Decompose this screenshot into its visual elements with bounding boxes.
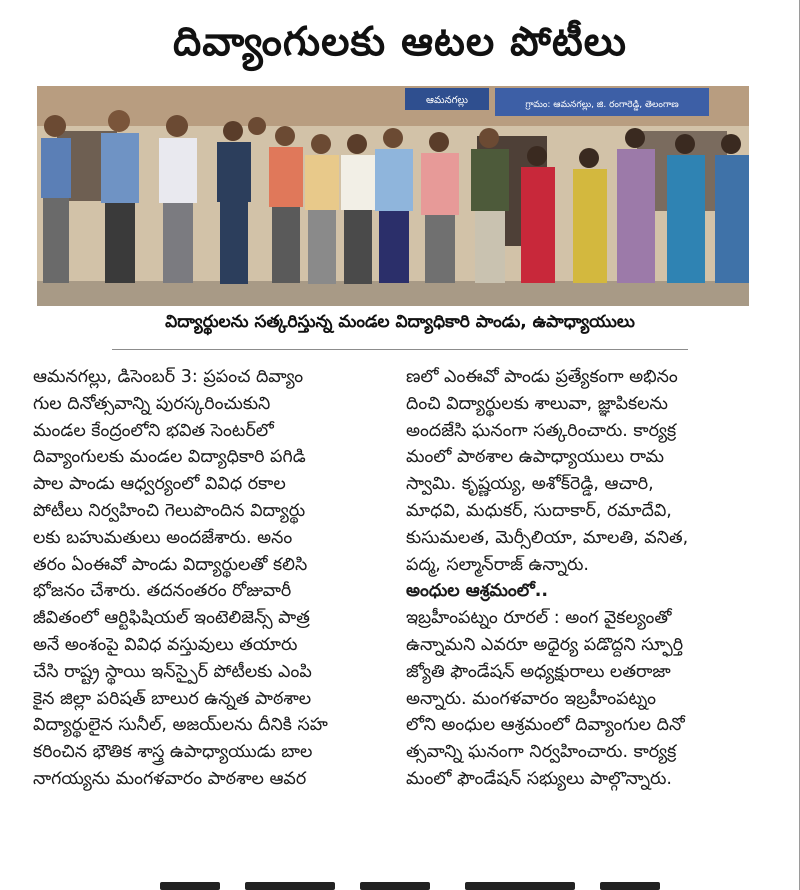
text-line: మంలో పాఠశాల ఉపాధ్యాయులు రామ: [406, 447, 664, 468]
text-line: ఉన్నామని ఎవరూ అధైర్య పడొద్దని స్ఫూర్తి: [406, 634, 684, 655]
text-line: కరించిన భౌతిక శాస్త్ర ఉపాధ్యాయుడు బాల: [33, 742, 313, 763]
text-line: ణలో ఎంఈవో పాండు ప్రత్యేకంగా అభినం: [406, 367, 678, 387]
article-column-left: [33, 364, 388, 793]
text-line: భోజనం చేశారు. తదనంతరం రోజువారీ: [33, 581, 292, 602]
text-line: పాల పాండు ఆధ్వర్యంలో వివిధ రకాల: [33, 474, 286, 495]
text-line: మాధవి, మధుకర్, సుదాకార్, రమాదేవి,: [406, 500, 672, 521]
svg-text:ఆమనగల్లు: ఆమనగల్లు: [426, 95, 468, 106]
news-photo: [37, 86, 749, 306]
text-line: జ్యోతి ఫౌండేషన్ అధ్యక్షురాలు లతరాజా: [406, 661, 671, 682]
text-line: పద్మ, సల్మాన్‌రాజ్ ఉన్నారు.: [406, 554, 589, 575]
photo-banner-left: [405, 88, 489, 110]
text-line: దించి విద్యార్థులకు శాలువా, జ్ఞాపికలను: [406, 393, 668, 414]
headline: దివ్యాంగులకు ఆటల పోటీలు: [173, 19, 627, 65]
text-line: లోని అంధుల ఆశ్రమంలో దివ్యాంగుల దినో: [406, 715, 685, 736]
text-line: మండల కేంద్రంలోని భవిత సెంటర్‌లో: [33, 420, 274, 441]
text-line: తరం ఏంఈవో పాండు విద్యార్థులతో కలిసి: [33, 554, 308, 575]
text-line: జీవితంలో ఆర్టిఫిషియల్ ఇంటెలిజెన్స్ పాత్ర: [33, 608, 310, 629]
text-line: లకు బహుమతులు అందజేశారు. అనం: [33, 527, 293, 548]
text-line: అందజేసి ఘనంగా సత్కరించారు. కార్యక్ర: [406, 420, 677, 441]
subheading: అంధుల ఆశ్రమంలో..: [406, 581, 549, 602]
article-column-right: [406, 364, 761, 793]
text-line: పోటీలు నిర్వహించి గెలుపొందిన విద్యార్థు: [33, 500, 306, 521]
text-line: గుల దినోత్సవాన్ని పురస్కరించుకుని: [33, 393, 271, 414]
text-line: అన్నారు. మంగళవారం ఇబ్రహీంపట్నం: [406, 688, 656, 709]
text-line: త్సవాన్ని ఘనంగా నిర్వహించారు. కార్యక్ర: [406, 742, 677, 763]
text-line: స్వామి. కృష్ణయ్య, అశోక్‌రెడ్డి, ఆచారి,: [406, 474, 654, 495]
text-line: విద్యార్థులైన సునీల్, అజయ్‌లను దీనికి సహ: [33, 715, 328, 736]
svg-text:గ్రామం: ఆమనగల్లు, జి. రంగారెడ్: గ్రామం: ఆమనగల్లు, జి. రంగారెడ్డి, తెలంగాణ: [525, 100, 679, 110]
text-line: చేసి రాష్ట్ర స్థాయి ఇన్‌స్పైర్ పోటీలకు ఎంపి: [33, 661, 312, 682]
text-line: ఆమనగల్లు, డిసెంబర్ 3: ప్రపంచ దివ్యాం: [33, 367, 304, 387]
text-line: దివ్యాంగులకు మండల విద్యాధికారి పగిడి: [33, 447, 306, 468]
group-photo-illustration: [37, 86, 749, 306]
text-line: కుసుమలత, మెర్సీలియా, మాలతి, వనిత,: [406, 527, 689, 548]
divider: [112, 349, 688, 350]
text-line: మంలో ఫౌండేషన్ సభ్యులు పాల్గొన్నారు.: [406, 768, 672, 789]
text-line: కైన జిల్లా పరిషత్ బాలుర ఉన్నత పాఠశాల: [33, 688, 312, 709]
photo-banner-right: [495, 88, 709, 116]
photo-caption: విద్యార్థులను సత్కరిస్తున్న మండల విద్యాధికారి పాండు, ఉపాధ్యాయులు: [165, 312, 635, 332]
text-line: ఇబ్రహీంపట్నం రూరల్ : అంగ వైకల్యంతో: [406, 608, 672, 629]
cut-off-next-headline: [120, 874, 680, 890]
text-line: నాగయ్యను మంగళవారం పాఠశాల ఆవర: [33, 768, 307, 789]
text-line: అనే అంశంపై వివిధ వస్తువులు తయారు: [33, 634, 298, 655]
